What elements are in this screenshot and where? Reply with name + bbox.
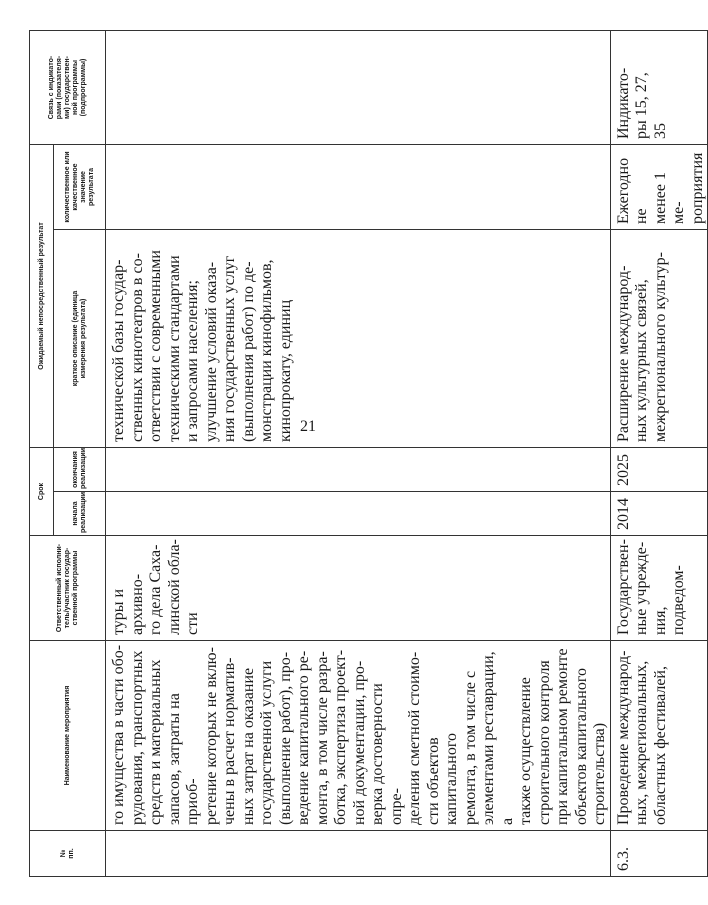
program-measures-table bbox=[29, 30, 708, 877]
table-row bbox=[610, 31, 708, 877]
header-start: начала реализации bbox=[54, 492, 106, 536]
row2-description: Расширение международ- ных культурных связей, межрегионального культур- bbox=[610, 230, 708, 448]
header-quantity: количественное или качественное значение результата bbox=[54, 145, 106, 230]
header-responsible: Ответственный исполни- тель/участник государ- ственной программы bbox=[30, 536, 106, 641]
row2-name: Проведение международ- ных, межрегиональных, областных фестивалей, bbox=[610, 641, 708, 831]
row1-description: технической базы государ- ственных кинотеатров в со- ответствии с современными техническими стандартами и запросами населения; улучшение условий оказа- ния государственных услуг (выполнения работ) по де- монстрации кинофильмов, кинопрокату, единиц bbox=[106, 230, 611, 448]
row1-indicator-link bbox=[106, 31, 611, 145]
row2-indicator-link: Индикато- ры 15, 27, 35 bbox=[610, 31, 708, 145]
row2-end: 2025 bbox=[610, 448, 708, 492]
row2-start: 2014 bbox=[610, 492, 708, 536]
header-num: № пп. bbox=[30, 831, 106, 877]
row2-responsible: Государствен- ные учрежде- ния, подведом- bbox=[610, 536, 708, 641]
header-term: Срок bbox=[30, 448, 54, 536]
row1-quantity bbox=[106, 145, 611, 230]
table-row bbox=[106, 31, 611, 877]
row2-quantity: Ежегодно не менее 1 ме- роприятия bbox=[610, 145, 708, 230]
header-description: краткое описание (единица измерения результата) bbox=[54, 230, 106, 448]
page-number: 21 bbox=[300, 418, 316, 435]
row1-responsible: туры и архивно- го дела Саха- линской обла- сти bbox=[106, 536, 611, 641]
row2-num: 6.3. bbox=[610, 831, 708, 877]
header-result: Ожидаемый непосредственный результат bbox=[30, 145, 54, 448]
header-indicator-link: Связь с индикато- рами (показателя- ми) государствен- ной программы (подпрограммы) bbox=[30, 31, 106, 145]
header-end: окончания реализации bbox=[54, 448, 106, 492]
row1-start bbox=[106, 492, 611, 536]
header-name: Наименование мероприятия bbox=[30, 641, 106, 831]
rotated-table-sheet bbox=[29, 31, 706, 877]
row1-num bbox=[106, 831, 611, 877]
row1-end bbox=[106, 448, 611, 492]
row1-name: го имущества в части обо- рудования, транспортных средств и материальных запасов, затраты на приоб- ретение которых не вклю- чены в расчет норматив- ных затрат на оказание государственной услуги (выполнение работ), про- ведение капитального ре- монта, в том числе разра- ботка, экспертиза проект- ной документации, про- верка достоверности опре- деления сметной стоимо- сти объектов капитального ремонта, в том числе с элементами реставрации, а также осуществление строительного контроля при капитальном ремонте объектов капитального строительства) bbox=[106, 641, 611, 831]
